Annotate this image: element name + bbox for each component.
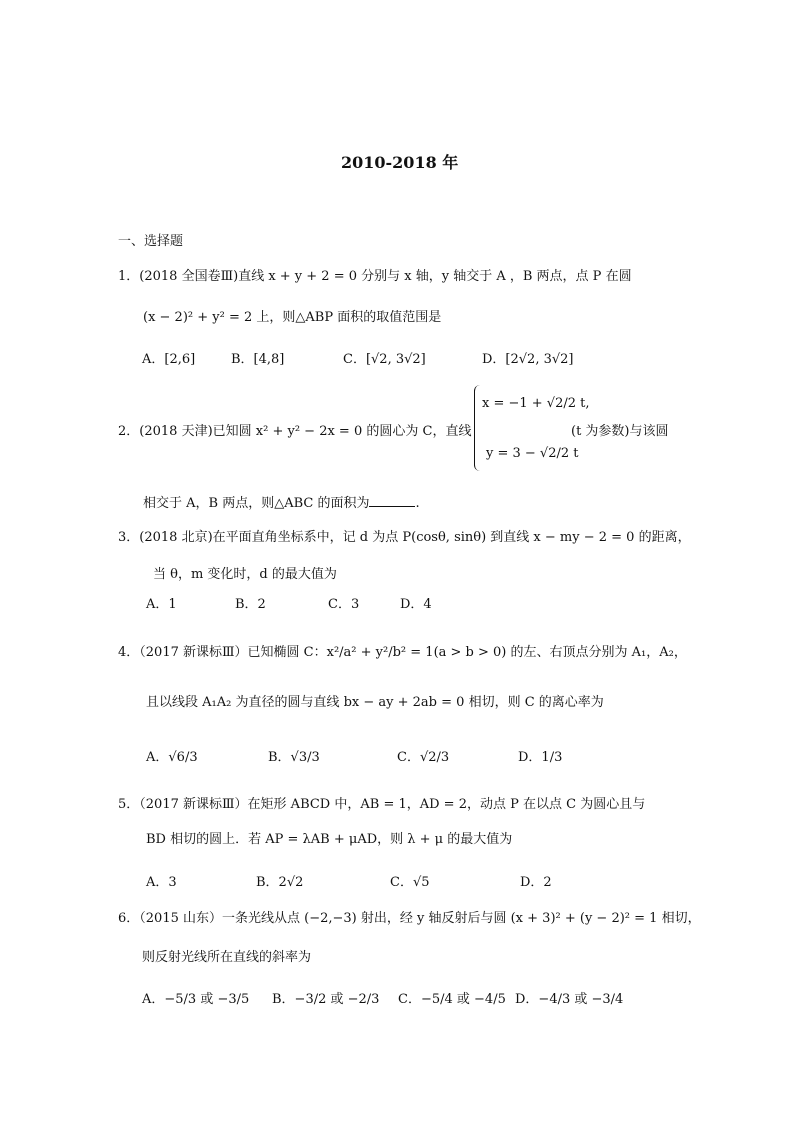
question-3-line-1	[118, 526, 691, 545]
option-d: D．2	[520, 875, 552, 890]
question-6-line-2: 则反射光线所在直线的斜率为	[142, 950, 312, 965]
question-source: (2018 天津)	[139, 424, 213, 439]
option-b: B．2√2	[256, 875, 304, 890]
section-heading: 一、选择题	[118, 234, 184, 249]
question-source: （2015 山东）	[139, 911, 222, 926]
period: .	[415, 496, 420, 511]
question-text: 已知椭圆 C：x²/a² + y²/b² = 1(a > b > 0) 的左、右顶点分别为 A₁，A₂，	[247, 645, 687, 660]
option-d: D．4	[400, 597, 432, 612]
option-b: B．2	[235, 597, 266, 612]
parametric-eq-x: x = −1 + √2/2 t,	[482, 396, 590, 411]
option-c: C．3	[328, 597, 360, 612]
question-text: 在矩形 ABCD 中，AB = 1，AD = 2，动点 P 在以点 C 为圆心且与	[247, 797, 646, 812]
option-a: A．−5/3 或 −3/5	[142, 992, 250, 1007]
question-source: (2018 全国卷Ⅲ)	[139, 269, 239, 284]
option-b: B．−3/2 或 −2/3	[272, 992, 380, 1007]
option-d: D．−4/3 或 −3/4	[515, 992, 624, 1007]
question-text: 在平面直角坐标系中，记 d 为点 P(cosθ, sinθ) 到直线 x − my − 2 = 0 的距离，	[212, 530, 691, 545]
option-c: C．−5/4 或 −4/5	[398, 992, 506, 1007]
question-source: （2017 新课标Ⅲ）	[139, 645, 248, 660]
question-6-line-1	[118, 907, 701, 926]
answer-blank	[369, 496, 415, 507]
question-text: 相交于 A，B 两点，则△ABC 的面积为	[143, 496, 370, 511]
question-5-line-1	[118, 793, 645, 812]
option-a: A．[2,6]	[142, 352, 196, 367]
question-number: 2．	[118, 424, 140, 439]
question-number: 4．	[118, 645, 140, 660]
equation-brace	[474, 385, 481, 471]
question-1-line-2: (x − 2)² + y² = 2 上，则△ABP 面积的取值范围是	[143, 310, 442, 325]
page-title: 2010-2018 年	[341, 153, 459, 172]
question-2-param-note: (t 为参数)与该圆	[571, 424, 669, 439]
option-c: C．√5	[390, 875, 430, 890]
question-source: （2017 新课标Ⅲ）	[139, 797, 248, 812]
question-number: 5．	[118, 797, 140, 812]
option-a: A．√6/3	[146, 750, 198, 765]
question-number: 1．	[118, 269, 140, 284]
question-1-line-1	[118, 265, 632, 284]
option-c: C．√2/3	[397, 750, 450, 765]
question-5-line-2: BD 相切的圆上．若 AP = λAB + μAD，则 λ + μ 的最大值为	[146, 832, 513, 847]
option-c: C．[√2, 3√2]	[343, 352, 426, 367]
question-number: 6．	[118, 911, 140, 926]
parametric-eq-y: y = 3 − √2/2 t	[486, 446, 579, 461]
question-4-line-2: 且以线段 A₁A₂ 为直径的圆与直线 bx − ay + 2ab = 0 相切，则 C 的离心率为	[146, 695, 604, 710]
option-b: B．√3/3	[268, 750, 320, 765]
question-text: 直线 x + y + 2 = 0 分别与 x 轴，y 轴交于 A ，B 两点，点 P 在圆	[238, 269, 632, 284]
option-b: B．[4,8]	[231, 352, 285, 367]
question-3-line-2: 当 θ，m 变化时，d 的最大值为	[153, 567, 337, 582]
option-d: D．[2√2, 3√2]	[482, 352, 574, 367]
question-2-line-2	[143, 492, 420, 511]
question-text: 已知圆 x² + y² − 2x = 0 的圆心为 C，直线	[212, 424, 472, 439]
question-text: 一条光线从点 (−2,−3) 射出，经 y 轴反射后与圆 (x + 3)² + (y − 2)² = 1 相切，	[222, 911, 701, 926]
option-a: A．1	[146, 597, 177, 612]
question-source: (2018 北京)	[139, 530, 213, 545]
question-2-line-1	[118, 420, 471, 439]
option-d: D．1/3	[518, 750, 563, 765]
option-a: A．3	[146, 875, 177, 890]
question-4-line-1	[118, 641, 687, 660]
question-number: 3．	[118, 530, 140, 545]
